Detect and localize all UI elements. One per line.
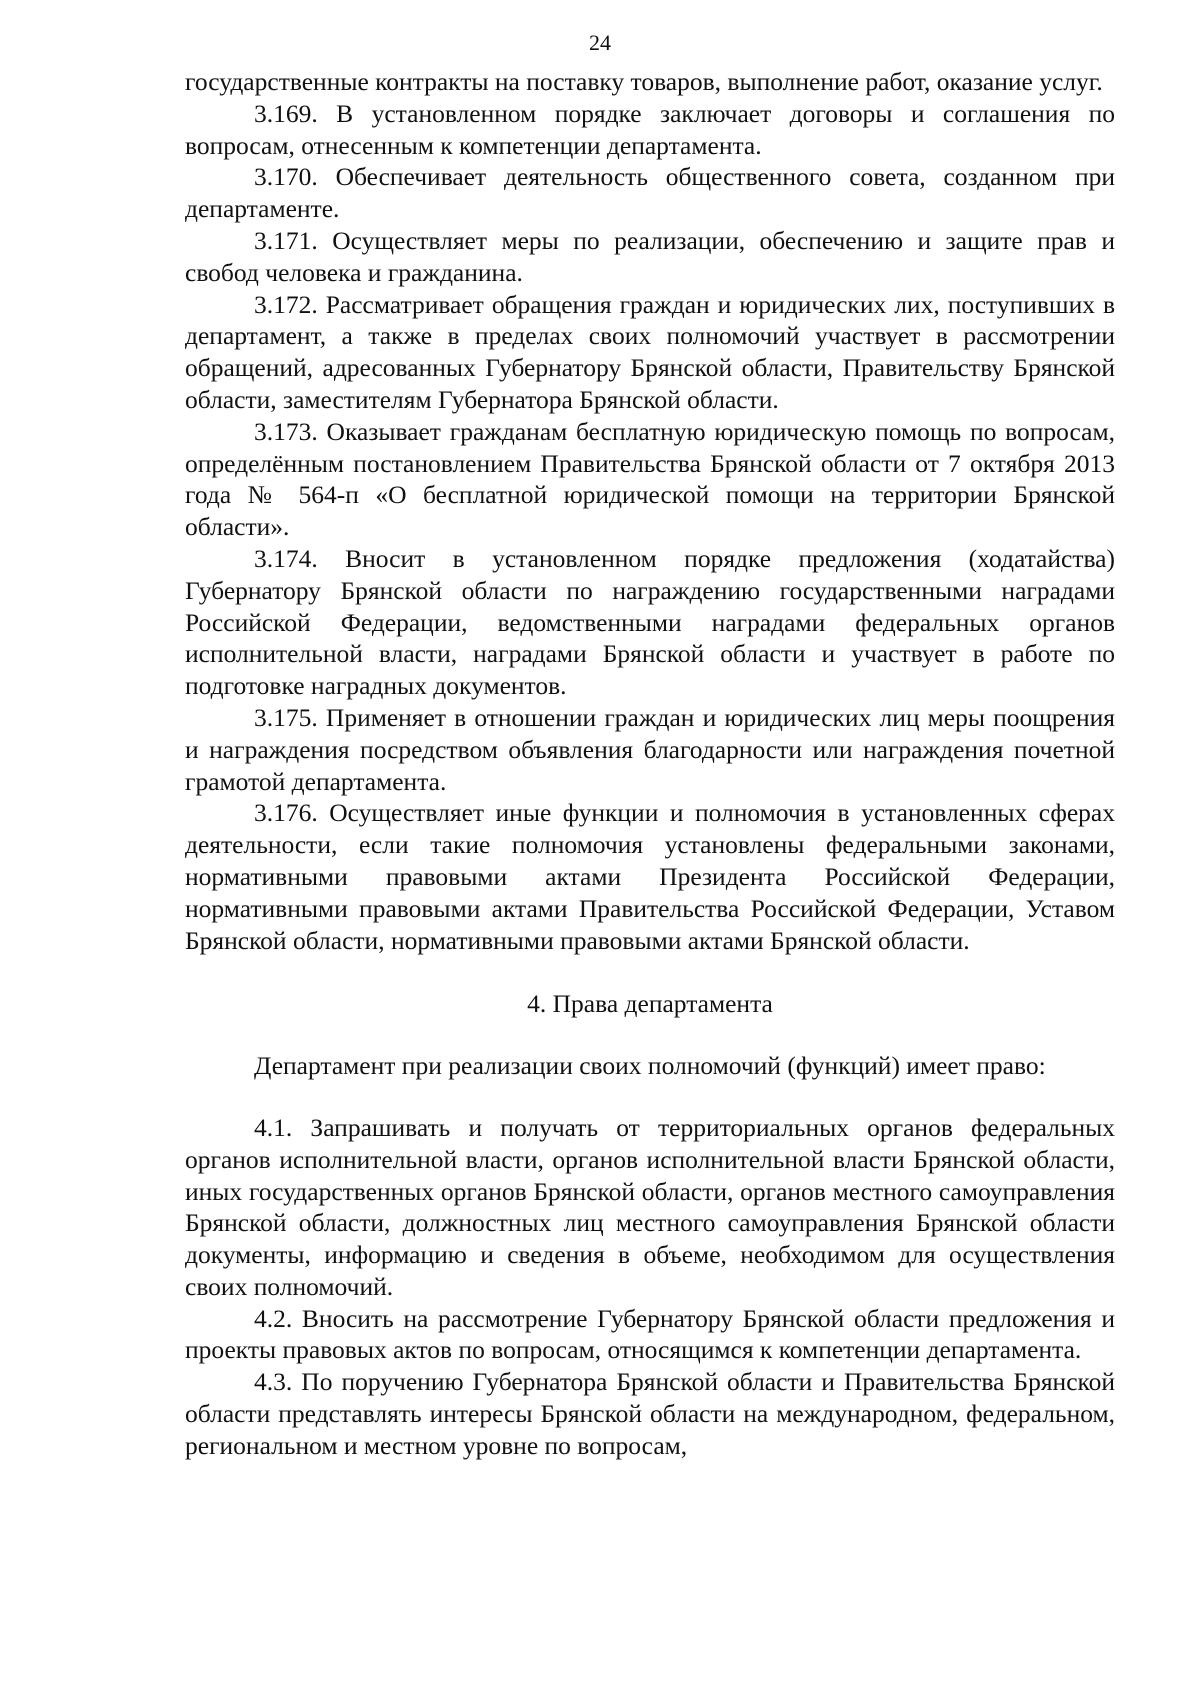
paragraph-3-171: 3.171. Осуществляет меры по реализации, обеспечению и защите прав и свобод человека и гражданина. [185, 225, 1115, 287]
document-body [185, 66, 1115, 1462]
section-intro: Департамент при реализации своих полномочий (функций) имеет право: [254, 1051, 1046, 1081]
page-number: 24 [589, 30, 611, 55]
paragraph-3-170: 3.170. Обеспечивает деятельность общественного совета, созданном при департаменте. [185, 162, 1115, 224]
paragraph-4-1: 4.1. Запрашивать и получать от территориальных органов федеральных органов исполнительной власти, органов исполнительной власти Брянской области, иных государственных органов Брянской области, органов местного самоуправления Брянской области, должностных лиц местного самоуправления Брянской области документы, информацию и сведения в объеме, необходимом для осуществления своих полномочий. [185, 1112, 1115, 1301]
paragraph-3-172: 3.172. Рассматривает обращения граждан и юридических лих, поступивших в департамент, а также в пределах своих полномочий участвует в рассмотрении обращений, адресованных Губернатору Брянской области, Правительству Брянской области, заместителям Губернатора Брянской области. [185, 289, 1115, 414]
paragraph-3-175: 3.175. Применяет в отношении граждан и юридических лиц меры поощрения и награждения посредством объявления благодарности или награждения почетной грамотой департамента. [185, 702, 1115, 796]
paragraph-3-173: 3.173. Оказывает гражданам бесплатную юридическую помощь по вопросам, определённым постановлением Правительства Брянской области от 7 октября 2013 года № 564-п «О бесплатной юридической помощи на территории Брянской области». [185, 416, 1115, 542]
section-heading: 4. Права департамента [527, 989, 773, 1019]
paragraph-4-2: 4.2. Вносить на рассмотрение Губернатору Брянской области предложения и проекты правовых актов по вопросам, относящимся к компетенции департамента. [185, 1303, 1115, 1365]
paragraph-continuation: государственные контракты на поставку товаров, выполнение работ, оказание услуг. [185, 67, 1103, 96]
paragraph-3-169: 3.169. В установленном порядке заключает договоры и соглашения по вопросам, отнесенным к компетенции департамента. [185, 98, 1115, 160]
paragraph-3-174: 3.174. Вносит в установленном порядке предложения (ходатайства) Губернатору Брянской области по награждению государственными наградами Российской Федерации, ведомственными наградами федеральных органов исполнительной власти, наградами Брянской области и участвует в работе по подготовке наградных документов. [185, 543, 1115, 701]
paragraph-3-176: 3.176. Осуществляет иные функции и полномочия в установленных сферах деятельности, если такие полномочия установлены федеральными законами, нормативными правовыми актами Президента Российской Федерации, нормативными правовыми актами Правительства Российской Федерации, Уставом Брянской области, нормативными правовыми актами Брянской области. [185, 798, 1115, 955]
paragraph-4-3: 4.3. По поручению Губернатора Брянской области и Правительства Брянской области представлять интересы Брянской области на международном, федеральном, региональном и местном уровне по вопросам, [185, 1367, 1115, 1460]
